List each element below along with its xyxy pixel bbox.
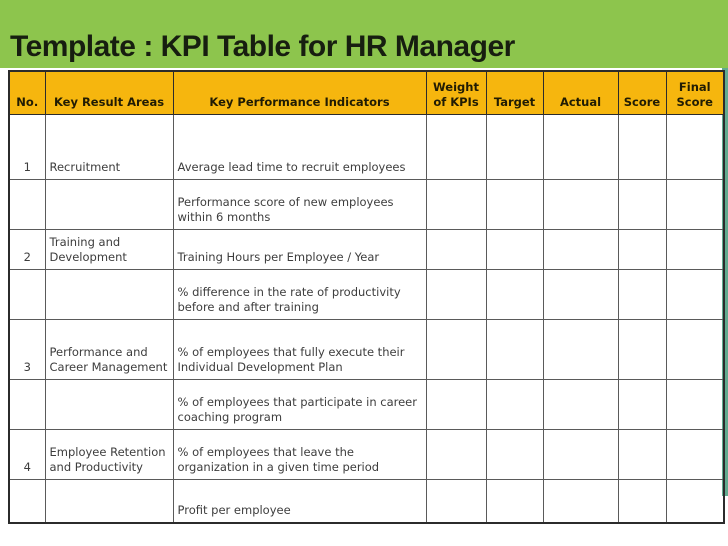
- cell-final: [666, 269, 724, 319]
- cell-score: [618, 429, 666, 479]
- cell-kpi: % difference in the rate of productivity before and after training: [173, 269, 426, 319]
- cell-no: 1: [9, 114, 45, 179]
- cell-kpi: Average lead time to recruit employees: [173, 114, 426, 179]
- cell-weight: [426, 429, 486, 479]
- cell-target: [486, 319, 543, 379]
- cell-final: [666, 319, 724, 379]
- cell-actual: [543, 114, 618, 179]
- cell-no: 2: [9, 229, 45, 269]
- cell-weight: [426, 479, 486, 523]
- cell-target: [486, 429, 543, 479]
- cell-kpi: Profit per employee: [173, 479, 426, 523]
- cell-actual: [543, 179, 618, 229]
- cell-kra: Employee Retention and Productivity: [45, 429, 173, 479]
- cell-no: 3: [9, 319, 45, 379]
- table-row: [9, 379, 724, 429]
- cell-kra: Recruitment: [45, 114, 173, 179]
- cell-target: [486, 114, 543, 179]
- kpi-table: [8, 70, 725, 524]
- cell-actual: [543, 269, 618, 319]
- cell-weight: [426, 379, 486, 429]
- cell-final: [666, 379, 724, 429]
- cell-kra: [45, 179, 173, 229]
- title-band: [0, 0, 728, 68]
- table-row: [9, 229, 724, 269]
- table-row: [9, 479, 724, 523]
- cell-no: [9, 479, 45, 523]
- cell-score: [618, 319, 666, 379]
- cell-actual: [543, 319, 618, 379]
- cell-weight: [426, 319, 486, 379]
- header-row: [9, 71, 724, 114]
- cell-kpi: Performance score of new employees within 6 months: [173, 179, 426, 229]
- table-row: [9, 269, 724, 319]
- cell-actual: [543, 429, 618, 479]
- col-header-kra: Key Result Areas: [45, 71, 173, 114]
- cell-kra: [45, 479, 173, 523]
- cell-target: [486, 479, 543, 523]
- cell-score: [618, 379, 666, 429]
- col-header-kpi: Key Performance Indicators: [173, 71, 426, 114]
- cell-actual: [543, 379, 618, 429]
- table-row: [9, 179, 724, 229]
- cell-final: [666, 179, 724, 229]
- table-body: [9, 114, 724, 523]
- cell-final: [666, 229, 724, 269]
- cell-final: [666, 479, 724, 523]
- cell-score: [618, 179, 666, 229]
- cell-weight: [426, 179, 486, 229]
- cell-kra: [45, 269, 173, 319]
- cell-final: [666, 114, 724, 179]
- cell-actual: [543, 479, 618, 523]
- cell-target: [486, 179, 543, 229]
- col-header-weight: Weight of KPIs: [426, 71, 486, 114]
- cell-kpi: % of employees that fully execute their Individual Development Plan: [173, 319, 426, 379]
- col-header-actual: Actual: [543, 71, 618, 114]
- cell-actual: [543, 229, 618, 269]
- col-header-score: Score: [618, 71, 666, 114]
- table-row: [9, 319, 724, 379]
- cell-no: [9, 379, 45, 429]
- table-row: [9, 429, 724, 479]
- cell-score: [618, 269, 666, 319]
- cell-final: [666, 429, 724, 479]
- cell-kra: Performance and Career Management: [45, 319, 173, 379]
- cell-kpi: % of employees that participate in career coaching program: [173, 379, 426, 429]
- cell-score: [618, 229, 666, 269]
- slide-title: Template : KPI Table for HR Manager: [10, 30, 515, 63]
- cell-no: [9, 179, 45, 229]
- cell-target: [486, 229, 543, 269]
- cell-no: 4: [9, 429, 45, 479]
- cell-kra: [45, 379, 173, 429]
- cell-no: [9, 269, 45, 319]
- cell-weight: [426, 114, 486, 179]
- cell-kra: Training and Development: [45, 229, 173, 269]
- cell-weight: [426, 269, 486, 319]
- cell-kpi: % of employees that leave the organization in a given time period: [173, 429, 426, 479]
- table-row: [9, 114, 724, 179]
- col-header-final: Final Score: [666, 71, 724, 114]
- col-header-no: No.: [9, 71, 45, 114]
- cell-score: [618, 479, 666, 523]
- cell-weight: [426, 229, 486, 269]
- cell-target: [486, 379, 543, 429]
- cell-target: [486, 269, 543, 319]
- col-header-target: Target: [486, 71, 543, 114]
- cell-score: [618, 114, 666, 179]
- cell-kpi: Training Hours per Employee / Year: [173, 229, 426, 269]
